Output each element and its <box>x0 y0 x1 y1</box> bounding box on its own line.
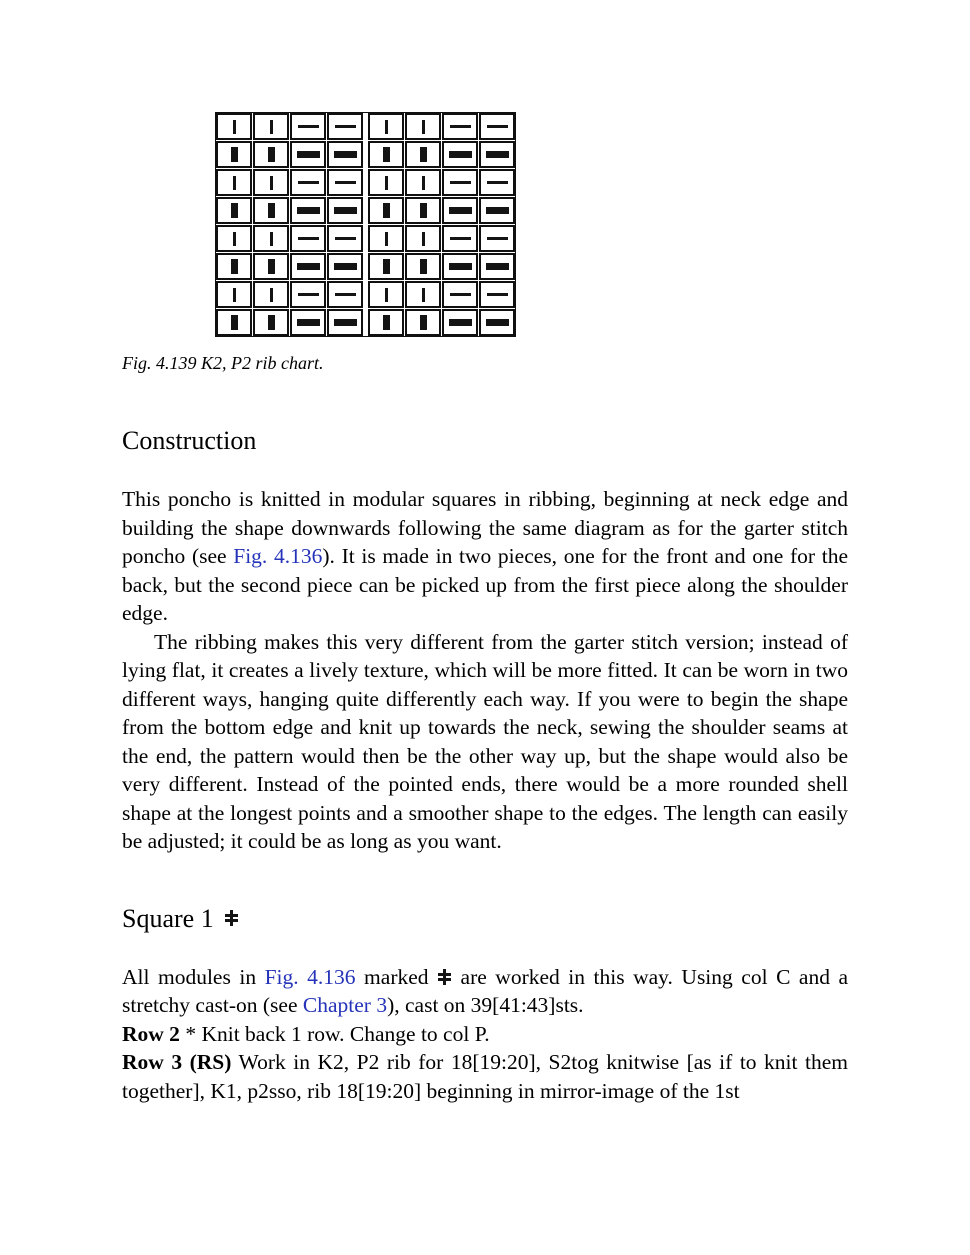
text-run: are worked in this way. Using col C and a stretchy cast-on (see <box>122 964 849 1017</box>
purl-stitch-symbol <box>297 319 320 326</box>
purl-stitch-symbol <box>449 319 472 326</box>
chart-cell <box>442 253 478 280</box>
knit-stitch-symbol <box>420 147 427 162</box>
rib-chart-grid <box>215 112 516 337</box>
knit-stitch-symbol <box>385 176 388 190</box>
chart-cell <box>405 141 441 168</box>
section-heading-square-1 <box>122 904 848 934</box>
knit-stitch-symbol <box>270 288 273 302</box>
text-run: This poncho is knitted in modular squares in ribbing, beginning at neck edge and building the shape downwards following the same diagram as for the garter stitch poncho (see <box>122 487 848 568</box>
knit-stitch-symbol <box>383 203 390 218</box>
knit-stitch-symbol <box>383 259 390 274</box>
row-label: Row 2 <box>122 1021 180 1046</box>
chart-cell <box>405 197 441 224</box>
row-label: Row 3 (RS) <box>122 1050 232 1074</box>
chart-cell <box>442 281 478 308</box>
purl-stitch-symbol <box>298 293 319 296</box>
knit-stitch-symbol <box>268 315 275 330</box>
knit-stitch-symbol <box>231 259 238 274</box>
paragraph <box>122 1020 848 1049</box>
knit-stitch-symbol <box>233 288 236 302</box>
chart-cell <box>442 225 478 252</box>
cross-reference-link[interactable]: Fig. 4.136 <box>233 544 323 568</box>
text-run: All modules in <box>122 964 265 989</box>
chart-cell <box>253 169 289 196</box>
purl-stitch-symbol <box>487 181 508 184</box>
section-square-1 <box>122 904 848 1106</box>
chart-cell <box>368 309 404 336</box>
purl-stitch-symbol <box>450 125 471 128</box>
purl-stitch-symbol <box>449 263 472 270</box>
chart-cell <box>479 281 515 308</box>
chart-column-gap <box>364 225 367 252</box>
knit-stitch-symbol <box>420 203 427 218</box>
chart-cell <box>216 141 252 168</box>
knit-stitch-symbol <box>268 203 275 218</box>
chart-column-gap <box>364 169 367 196</box>
chart-cell <box>327 169 363 196</box>
knit-stitch-symbol <box>270 232 273 246</box>
chart-column-gap <box>364 309 367 336</box>
square-1-paragraphs <box>122 963 848 1106</box>
chart-cell <box>405 309 441 336</box>
knit-stitch-symbol <box>270 176 273 190</box>
purl-stitch-symbol <box>486 319 509 326</box>
cross-reference-link[interactable]: Fig. 4.136 <box>264 964 356 989</box>
chart-cell <box>290 197 326 224</box>
knit-stitch-symbol <box>385 232 388 246</box>
chart-cell <box>290 169 326 196</box>
purl-stitch-symbol <box>450 181 471 184</box>
paragraph <box>122 963 848 1020</box>
knit-stitch-symbol <box>385 120 388 134</box>
chart-cell <box>253 281 289 308</box>
chart-column-gap <box>364 141 367 168</box>
chart-cell <box>442 141 478 168</box>
text-run: The ribbing makes this very different from the garter stitch version; instead of lying flat, it creates a lively texture, which will be more fitted. It can be worn in two different ways, hanging quite differently each way. If you were to begin the shape from the bottom edge and knit up towards the neck, sewing the shoulder seams at the end, the pattern would then be the other way up, but the shape would also be very different. Instead of the pointed ends, there would be a more rounded shell shape at the longest points and a smoother shape to the edges. The length can easily be adjusted; it could be as long as you want. <box>122 629 848 853</box>
knit-stitch-symbol <box>233 120 236 134</box>
purl-stitch-symbol <box>486 263 509 270</box>
chart-column-gap <box>364 281 367 308</box>
purl-stitch-symbol <box>335 181 356 184</box>
purl-stitch-symbol <box>486 151 509 158</box>
purl-stitch-symbol <box>335 125 356 128</box>
knit-stitch-symbol <box>422 120 425 134</box>
chart-cell <box>479 169 515 196</box>
figure-caption: Fig. 4.139 K2, P2 rib chart. <box>122 353 324 373</box>
knit-stitch-symbol <box>385 288 388 302</box>
chart-cell <box>216 197 252 224</box>
chart-cell <box>405 253 441 280</box>
paragraph <box>122 628 848 856</box>
knit-stitch-symbol <box>270 120 273 134</box>
text-run: Work in K2, P2 rib for 18[19:20], S2tog knitwise [as if to knit them together], K1, p2sso, rib 18[19:20] beginning in mirror-image of the 1st <box>122 1050 848 1103</box>
chart-cell <box>442 113 478 140</box>
knit-stitch-symbol <box>233 232 236 246</box>
chart-cell <box>479 197 515 224</box>
purl-stitch-symbol <box>449 151 472 158</box>
knit-stitch-symbol <box>231 315 238 330</box>
purl-stitch-symbol <box>334 207 357 214</box>
chart-cell <box>253 225 289 252</box>
chart-cell <box>253 197 289 224</box>
chart-cell <box>405 281 441 308</box>
module-marker-icon <box>224 910 239 926</box>
chart-cell <box>479 309 515 336</box>
purl-stitch-symbol <box>297 207 320 214</box>
cross-reference-link[interactable]: Chapter 3 <box>302 993 388 1017</box>
chart-cell <box>216 281 252 308</box>
chart-cell <box>290 225 326 252</box>
knit-stitch-symbol <box>233 176 236 190</box>
rib-chart-figure <box>0 0 970 374</box>
chart-cell <box>479 225 515 252</box>
chart-cell <box>368 225 404 252</box>
chart-column-gap <box>364 253 367 280</box>
chart-cell <box>327 253 363 280</box>
purl-stitch-symbol <box>334 263 357 270</box>
heading-text: Square 1 <box>122 903 214 933</box>
paragraph <box>122 485 848 628</box>
purl-stitch-symbol <box>334 319 357 326</box>
chart-cell <box>253 141 289 168</box>
knit-stitch-symbol <box>383 147 390 162</box>
section-heading-construction <box>122 426 848 456</box>
knit-stitch-symbol <box>268 259 275 274</box>
chart-cell <box>405 225 441 252</box>
chart-cell <box>216 253 252 280</box>
purl-stitch-symbol <box>297 263 320 270</box>
chart-cell <box>290 281 326 308</box>
chart-cell <box>290 253 326 280</box>
chart-cell <box>442 309 478 336</box>
chart-column-gap <box>364 197 367 224</box>
purl-stitch-symbol <box>335 293 356 296</box>
chart-cell <box>479 141 515 168</box>
chart-cell <box>479 253 515 280</box>
chart-cell <box>216 225 252 252</box>
knit-stitch-symbol <box>231 147 238 162</box>
knit-stitch-symbol <box>383 315 390 330</box>
chart-cell <box>327 281 363 308</box>
chart-cell <box>290 309 326 336</box>
chart-cell <box>479 113 515 140</box>
chart-cell <box>368 197 404 224</box>
chart-cell <box>368 113 404 140</box>
construction-paragraphs <box>122 485 848 856</box>
text-run: * Knit back 1 row. Change to col P. <box>179 1021 490 1046</box>
chart-cell <box>368 169 404 196</box>
purl-stitch-symbol <box>487 237 508 240</box>
chart-cell <box>405 169 441 196</box>
purl-stitch-symbol <box>449 207 472 214</box>
knit-stitch-symbol <box>422 176 425 190</box>
module-marker-icon <box>437 969 452 985</box>
purl-stitch-symbol <box>450 293 471 296</box>
chart-cell <box>253 309 289 336</box>
chart-cell <box>327 141 363 168</box>
chart-cell <box>327 113 363 140</box>
chart-cell <box>327 197 363 224</box>
chart-cell <box>442 197 478 224</box>
chart-cell <box>327 309 363 336</box>
chart-cell <box>216 113 252 140</box>
knit-stitch-symbol <box>420 315 427 330</box>
purl-stitch-symbol <box>297 151 320 158</box>
purl-stitch-symbol <box>298 237 319 240</box>
chart-cell <box>253 113 289 140</box>
purl-stitch-symbol <box>487 125 508 128</box>
chart-cell <box>368 141 404 168</box>
chart-cell <box>216 309 252 336</box>
purl-stitch-symbol <box>298 181 319 184</box>
chart-cell <box>290 113 326 140</box>
section-construction <box>122 426 848 856</box>
knit-stitch-symbol <box>231 203 238 218</box>
text-run: ), cast on 39[41:43]sts. <box>387 993 584 1017</box>
chart-cell <box>216 169 252 196</box>
purl-stitch-symbol <box>450 237 471 240</box>
purl-stitch-symbol <box>298 125 319 128</box>
knit-stitch-symbol <box>268 147 275 162</box>
text-run: ). It is made in two pieces, one for the front and one for the back, but the second piece can be picked up from the first piece along the shoulder edge. <box>122 544 848 625</box>
chart-cell <box>442 169 478 196</box>
purl-stitch-symbol <box>487 293 508 296</box>
chart-cell <box>327 225 363 252</box>
knit-stitch-symbol <box>422 288 425 302</box>
knit-stitch-symbol <box>420 259 427 274</box>
chart-cell <box>290 141 326 168</box>
purl-stitch-symbol <box>334 151 357 158</box>
purl-stitch-symbol <box>486 207 509 214</box>
chart-column-gap <box>364 113 367 140</box>
chart-cell <box>368 281 404 308</box>
purl-stitch-symbol <box>335 237 356 240</box>
heading-text: Construction <box>122 426 257 455</box>
chart-cell <box>368 253 404 280</box>
chart-cell <box>405 113 441 140</box>
knit-stitch-symbol <box>422 232 425 246</box>
paragraph <box>122 1048 848 1105</box>
chart-cell <box>253 253 289 280</box>
text-run: marked <box>355 964 438 989</box>
